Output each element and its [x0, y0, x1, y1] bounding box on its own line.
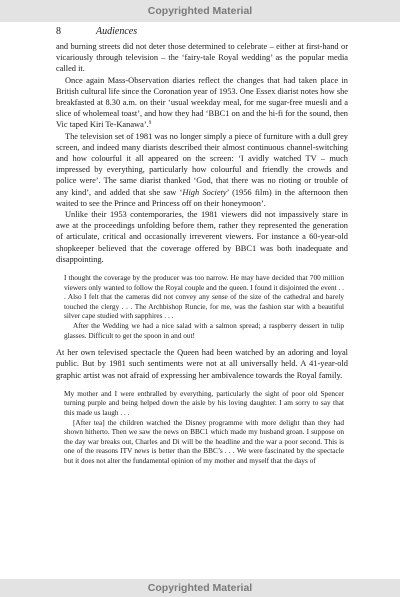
paragraph-3-text-b: ’ (1956 film) in the afternoon then waited to see the Prince and Princess off on their honeymoon’. [56, 187, 348, 208]
book-page [56, 26, 348, 473]
quote-1-para-1: I thought the coverage by the producer was too narrow. He may have decided that 700 million viewers only wanted to follow the Royal couple and the queen. I found it disjointed the event . . . Also I felt that the cameras did not convey any sense of the size of the cathedral and barely touched the clergy . . . The Archbishop Runcie, for me, was the fashion star with a beautiful silver cape studied with sapphires . . . [64, 273, 344, 321]
film-title: High Society [182, 187, 227, 197]
copyright-banner-top [0, 0, 400, 22]
paragraph-3-text-a: The television set of 1981 was no longer simply a piece of furniture with a dull grey screen, and indeed many diarists described their almost continuous channel-switching and how colourful it all appeared on the screen: ‘I avidly watched TV – much impressed by everything, particularly how colourful and friendly the crowds and police were’. The same diarist thanked ‘God, that there was no rioting or trouble of any kind’, and added that she saw ‘ [56, 131, 348, 197]
quote-1-para-2: After the Wedding we had a nice salad with a salmon spread; a raspberry dessert in tulip glasses. Difficult to get the spoon in and out! [64, 321, 344, 340]
paragraph-5: At her own televised spectacle the Queen had been watched by an adoring and loyal public. But by 1981 such sentiments were not at all universally held. A 41-year-old graphic artist was not afraid of expressing her ambivalence towards the Royal family. [56, 348, 348, 380]
block-quote-1 [64, 273, 344, 340]
block-quote-2 [64, 389, 344, 466]
running-header [56, 26, 348, 41]
paragraph-3 [56, 131, 348, 209]
quote-2-para-1: My mother and I were enthralled by everything, particularly the sight of poor old Spencer turning purple and being helped down the aisle by his loving daughter. I am sorry to say that this made us laugh . . . [64, 388, 344, 418]
quote-2-para-2: [After tea] the children watched the Disney programme with more delight than they had shown hitherto. Then we saw the news on BBC1 which made my husband groan. I suppose on the day war breaks out, Charles and Di will be the headline and the war a poor second. This is one of the reasons ITV news is better than the BBC’s . . . We were fascinated by the spectacle but it does not alter the fundamental opinion of my mother and myself that the days of [64, 417, 344, 465]
paragraph-4: Unlike their 1953 contemporaries, the 1981 viewers did not impassively stare in awe at the proceedings unfolding before them, rather they represented the generation of articulate, critical and occasionally irreverent viewers. For instance a 60-year-old shopkeeper believed that the coverage offered by BBC1 was both inadequate and disappointing. [56, 210, 348, 264]
paragraph-1: and burning streets did not deter those determined to celebrate – either at first-hand or vicariously through television – the ‘fairy-tale Royal wedding’ as the popular media called it. [56, 42, 348, 74]
page-number: 8 [56, 26, 61, 37]
chapter-title: Audiences [96, 26, 138, 37]
paragraph-2 [56, 75, 348, 131]
footnote-marker: 9 [148, 121, 152, 127]
copyright-banner-bottom [0, 579, 400, 597]
copyright-banner-bottom-text: Copyrighted Material [147, 582, 253, 594]
paragraph-2-text: Once again Mass-Observation diaries reflect the changes that had taken place in British cultural life since the Coronation year of 1953. One Essex diarist notes how she breakfasted at 8.30 a.m. on their ‘usual weekday meal, for me sugar-free muesli and a slice of wholemeal toast’, and how they had ‘BBC1 on and the hi-fi for the sound, then Vic taped Kiri Te-Kanawa’. [56, 75, 348, 130]
copyright-banner-top-text: Copyrighted Material [147, 5, 253, 17]
